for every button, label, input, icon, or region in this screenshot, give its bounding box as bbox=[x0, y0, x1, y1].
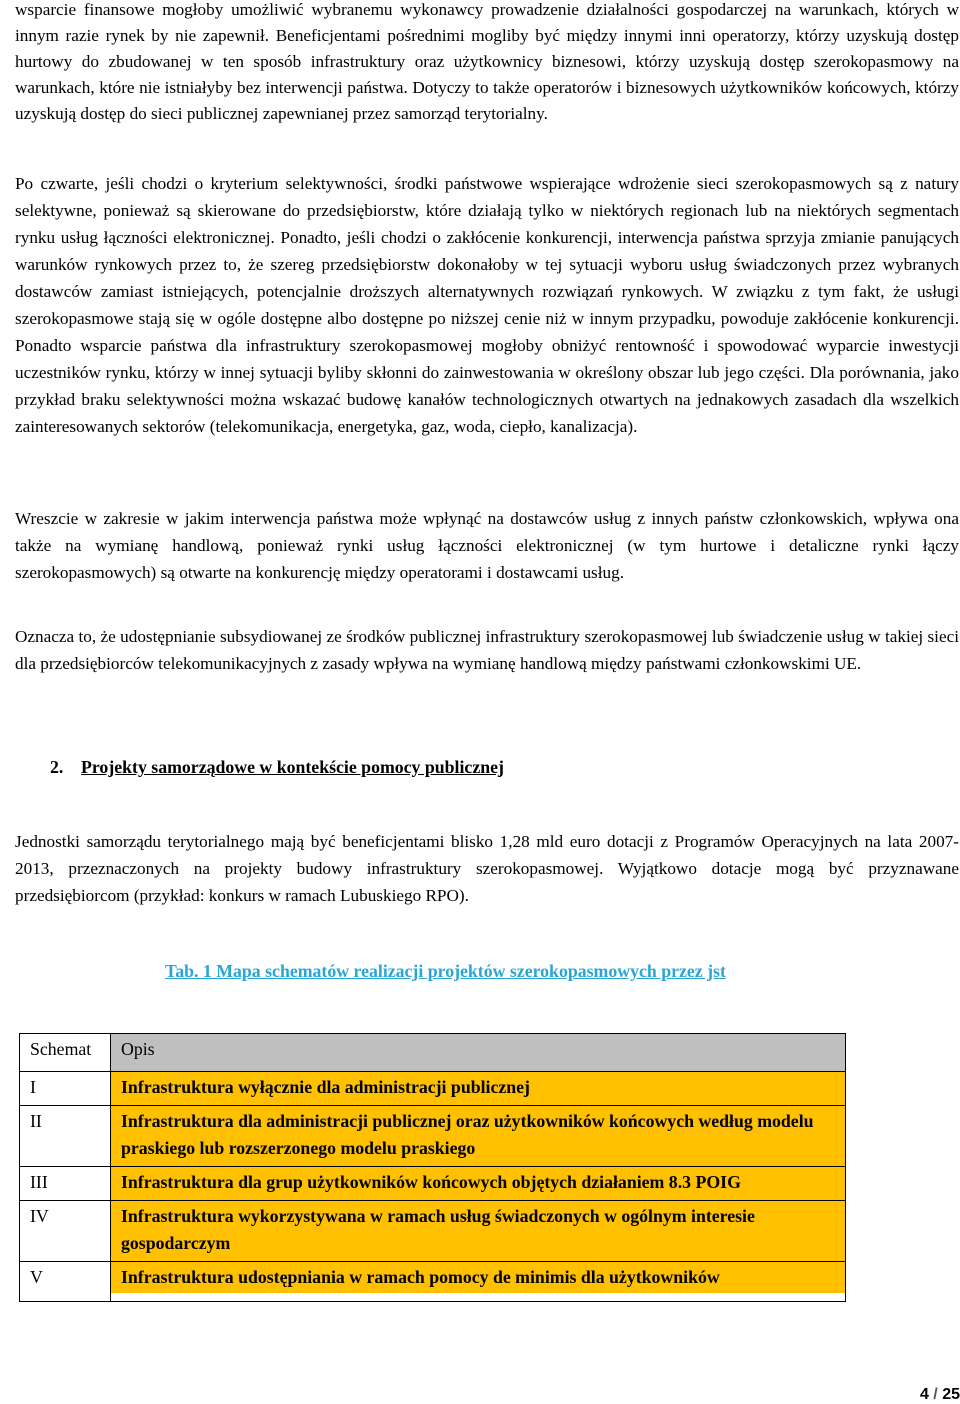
table-row bbox=[20, 1201, 846, 1262]
cell-schemat: II bbox=[20, 1106, 111, 1167]
cell-schemat: I bbox=[20, 1072, 111, 1106]
current-page: 4 bbox=[919, 1386, 929, 1403]
cell-schemat: V bbox=[20, 1262, 111, 1302]
page-separator: / bbox=[933, 1386, 938, 1403]
table-row bbox=[20, 1167, 846, 1201]
schemes-table bbox=[19, 1033, 846, 1302]
section-title: Projekty samorządowe w kontekście pomocy publicznej bbox=[81, 757, 504, 777]
total-pages: 25 bbox=[942, 1386, 960, 1403]
cell-opis bbox=[111, 1262, 846, 1302]
cell-opis: Infrastruktura wyłącznie dla administracji publicznej bbox=[111, 1072, 846, 1106]
header-opis: Opis bbox=[111, 1034, 846, 1072]
paragraph-state-aid-beneficiaries: wsparcie finansowe mogłoby umożliwić wybranemu wykonawcy prowadzenie działalności gospodarczej na warunkach, których w innym razie rynek by nie zapewnił. Beneficjentami pośrednimi mogliby być między innymi inni operatorzy, którzy uzyskują dostęp hurtowy do zbudowanej w ten sposób infrastruktury oraz użytkownicy biznesowi, którzy uzyskują dostęp szerokopasmowy na warunkach, które nie istniałyby bez interwencji państwa. Dotyczy to także operatorów i biznesowych użytkowników końcowych, którzy uzyskują dostęp do sieci publicznej zapewnianej przez samorząd terytorialny. bbox=[15, 0, 959, 123]
paragraph-trade-effect: Wreszcie w zakresie w jakim interwencja państwa może wpłynąć na dostawców usług z innych państw członkowskich, wpływa ona także na wymianę handlową, ponieważ rynki usług łączności elektronicznej (w tym hurtowe i detaliczne rynki łączy szerokopasmowych) są otwarte na konkurencję między operatorami i dostawcami usług. bbox=[15, 509, 959, 582]
page-cut-strip bbox=[111, 1293, 845, 1301]
section-heading bbox=[50, 754, 504, 781]
header-schemat: Schemat bbox=[20, 1034, 111, 1072]
cell-schemat: III bbox=[20, 1167, 111, 1201]
paragraph-conclusion: Oznacza to, że udostępnianie subsydiowanej ze środków publicznej infrastruktury szerokopasmowej lub świadczenie usług w takiej sieci dla przedsiębiorców telekomunikacyjnych z zasady wpływa na wymianę handlową między państwami członkowskimi UE. bbox=[15, 627, 959, 673]
table-row bbox=[20, 1072, 846, 1106]
cell-opis: Infrastruktura dla administracji publicznej oraz użytkowników końcowych według modelu praskiego lub rozszerzonego modelu praskiego bbox=[111, 1106, 846, 1167]
cell-opis: Infrastruktura wykorzystywana w ramach usług świadczonych w ogólnym interesie gospodarczym bbox=[111, 1201, 846, 1262]
cell-schemat: IV bbox=[20, 1201, 111, 1262]
section-number: 2. bbox=[50, 757, 64, 777]
paragraph-selectivity-criterion: Po czwarte, jeśli chodzi o kryterium selektywności, środki państwowe wspierające wdrożenie sieci szerokopasmowych są z natury selektywne, ponieważ są skierowane do przedsiębiorstw, które działają tylko w niektórych regionach lub na niektórych segmentach rynku usług łączności elektronicznej. Ponadto, jeśli chodzi o zakłócenie konkurencji, interwencja państwa sprzyja zmianie panujących warunków rynkowych przez to, że szereg przedsiębiorstw dokonałoby w tej sytuacji wyboru usług świadczonych przez wybranych dostawców zamiast istniejących, potencjalnie droższych alternatywnych rozwiązań rynkowych. W związku z tym fakt, że usługi szerokopasmowe stają się w ogóle dostępne albo dostępne po niższej cenie niż w innym przypadku, powoduje zakłócenie konkurencji. Ponadto wsparcie państwa dla infrastruktury szerokopasmowej mogłoby obniżyć rentowność i spowodować wyparcie inwestycji uczestników rynku, którzy w innej sytuacji byliby skłonni do zainwestowania w określony obszar lub jego części. Dla porównania, jako przykład braku selektywności można wskazać budowę kanałów technologicznych otwartych na jednakowych zasadach dla wszelkich zainteresowanych sektorów (telekomunikacja, energetyka, gaz, woda, ciepło, kanalizacja). bbox=[15, 174, 959, 436]
table-row bbox=[20, 1262, 846, 1302]
paragraph-jst-funding: Jednostki samorządu terytorialnego mają być beneficjentami blisko 1,28 mld euro dotacji z Programów Operacyjnych na lata 2007-2013, przeznaczonych na projekty budowy infrastruktury szerokopasmowej. Wyjątkowo dotacje mogą być przyznawane przedsiębiorcom (przykład: konkurs w ramach Lubuskiego RPO). bbox=[15, 832, 959, 905]
cell-opis: Infrastruktura dla grup użytkowników końcowych objętych działaniem 8.3 POIG bbox=[111, 1167, 846, 1201]
table-header-row bbox=[20, 1034, 846, 1072]
cell-opis-text: Infrastruktura udostępniania w ramach pomocy de minimis dla użytkowników bbox=[121, 1267, 720, 1287]
table-caption: Tab. 1 Mapa schematów realizacji projektów szerokopasmowych przez jst bbox=[165, 961, 726, 981]
table-row bbox=[20, 1106, 846, 1167]
page-number bbox=[920, 1386, 960, 1404]
